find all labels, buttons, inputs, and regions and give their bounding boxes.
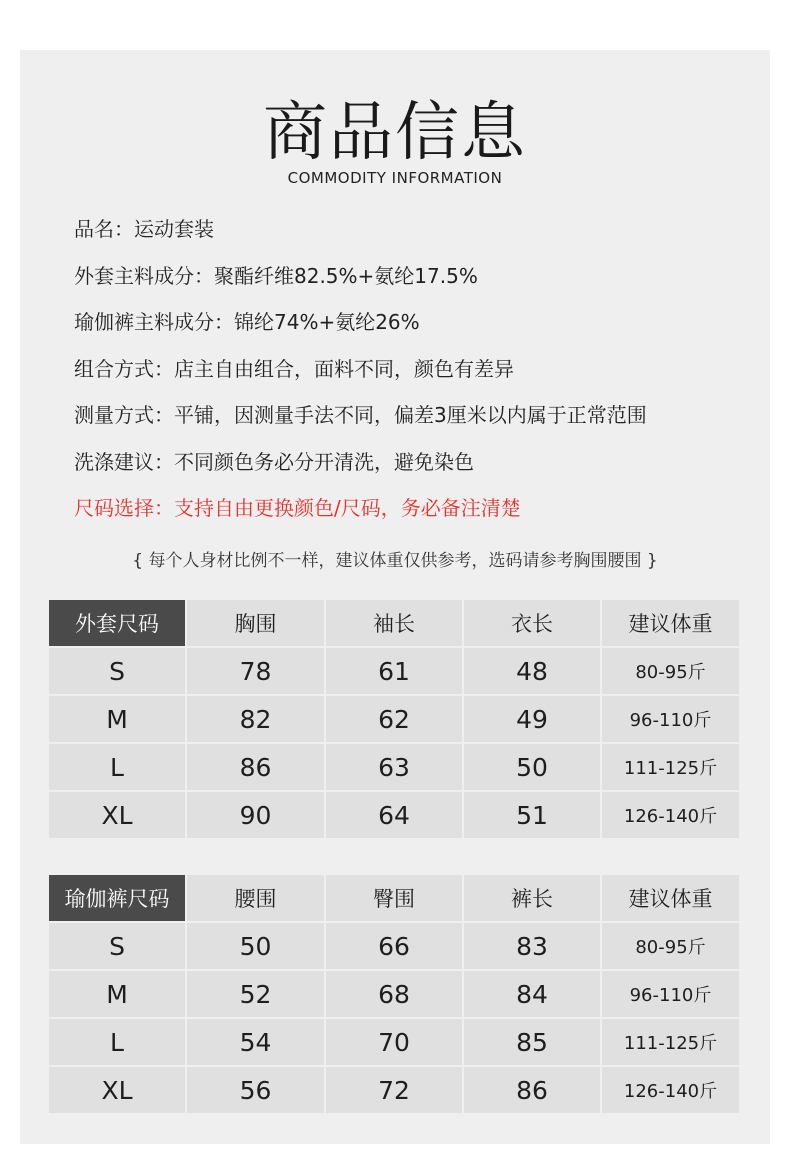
table-cell-size: M bbox=[49, 971, 185, 1017]
table-header-cell: 建议体重 bbox=[602, 875, 739, 921]
table-cell-size: S bbox=[49, 923, 185, 969]
table-cell-size: XL bbox=[49, 1067, 185, 1113]
table-cell: 83 bbox=[464, 923, 600, 969]
table-cell: 61 bbox=[326, 648, 462, 694]
table-cell-weight: 96-110斤 bbox=[602, 696, 739, 742]
table-cell: 66 bbox=[326, 923, 462, 969]
table-row bbox=[49, 696, 739, 742]
table-cell: 90 bbox=[187, 792, 324, 838]
product-info-list bbox=[74, 212, 754, 538]
table-cell: 49 bbox=[464, 696, 600, 742]
table-row bbox=[49, 1067, 739, 1113]
table-cell: 50 bbox=[187, 923, 324, 969]
table-row bbox=[49, 971, 739, 1017]
table-cell: 86 bbox=[187, 744, 324, 790]
table-cell: 86 bbox=[464, 1067, 600, 1113]
info-combination: 组合方式：店主自由组合，面料不同，颜色有差异 bbox=[74, 356, 514, 381]
info-jacket-material: 外套主料成分：聚酯纤维82.5%+氨纶17.5% bbox=[74, 263, 478, 288]
info-product-name: 品名：运动套装 bbox=[74, 217, 214, 241]
table-cell: 56 bbox=[187, 1067, 324, 1113]
table-cell-size: M bbox=[49, 696, 185, 742]
table-header-cell: 腰围 bbox=[187, 875, 324, 921]
yoga-pants-size-table bbox=[47, 873, 741, 1115]
table-cell-weight: 126-140斤 bbox=[602, 1067, 739, 1113]
table-cell-size: S bbox=[49, 648, 185, 694]
table-header-row bbox=[49, 875, 739, 921]
table-cell: 62 bbox=[326, 696, 462, 742]
table-cell-weight: 80-95斤 bbox=[602, 648, 739, 694]
table-cell: 64 bbox=[326, 792, 462, 838]
table-header-cell: 衣长 bbox=[464, 600, 600, 646]
table-cell: 50 bbox=[464, 744, 600, 790]
table-header-cell: 瑜伽裤尺码 bbox=[49, 875, 185, 921]
size-note: { 每个人身材比例不一样，建议体重仅供参考，选码请参考胸围腰围 } bbox=[132, 551, 658, 571]
page-subtitle: COMMODITY INFORMATION bbox=[287, 169, 503, 187]
table-cell: 85 bbox=[464, 1019, 600, 1065]
table-cell-weight: 126-140斤 bbox=[602, 792, 739, 838]
table-cell-size: XL bbox=[49, 792, 185, 838]
table-cell: 54 bbox=[187, 1019, 324, 1065]
table-header-cell: 袖长 bbox=[326, 600, 462, 646]
page-title: 商品信息 bbox=[263, 96, 527, 170]
info-measurement: 测量方式：平铺，因测量手法不同，偏差3厘米以内属于正常范围 bbox=[74, 403, 647, 427]
table-cell-weight: 111-125斤 bbox=[602, 1019, 739, 1065]
table-header-cell: 臀围 bbox=[326, 875, 462, 921]
table-cell-weight: 111-125斤 bbox=[602, 744, 739, 790]
table-cell-weight: 96-110斤 bbox=[602, 971, 739, 1017]
table-cell: 52 bbox=[187, 971, 324, 1017]
table-header-cell: 裤长 bbox=[464, 875, 600, 921]
table-cell: 72 bbox=[326, 1067, 462, 1113]
table-cell-size: L bbox=[49, 744, 185, 790]
table-row bbox=[49, 923, 739, 969]
table-cell-size: L bbox=[49, 1019, 185, 1065]
table-header-cell: 建议体重 bbox=[602, 600, 739, 646]
table-cell: 82 bbox=[187, 696, 324, 742]
table-cell: 51 bbox=[464, 792, 600, 838]
table-cell: 68 bbox=[326, 971, 462, 1017]
product-info-panel bbox=[20, 50, 770, 1144]
table-cell-weight: 80-95斤 bbox=[602, 923, 739, 969]
table-row bbox=[49, 648, 739, 694]
table-cell: 84 bbox=[464, 971, 600, 1017]
info-pants-material: 瑜伽裤主料成分：锦纶74%+氨纶26% bbox=[74, 310, 420, 334]
table-cell: 70 bbox=[326, 1019, 462, 1065]
table-row bbox=[49, 744, 739, 790]
info-size-selection: 尺码选择：支持自由更换颜色/尺码，务必备注清楚 bbox=[74, 496, 521, 520]
table-header-row bbox=[49, 600, 739, 646]
table-row bbox=[49, 1019, 739, 1065]
jacket-size-table bbox=[47, 598, 741, 840]
table-header-cell: 外套尺码 bbox=[49, 600, 185, 646]
table-header-cell: 胸围 bbox=[187, 600, 324, 646]
table-row bbox=[49, 792, 739, 838]
info-washing: 洗涤建议：不同颜色务必分开清洗，避免染色 bbox=[74, 449, 474, 474]
table-cell: 48 bbox=[464, 648, 600, 694]
table-cell: 63 bbox=[326, 744, 462, 790]
table-cell: 78 bbox=[187, 648, 324, 694]
